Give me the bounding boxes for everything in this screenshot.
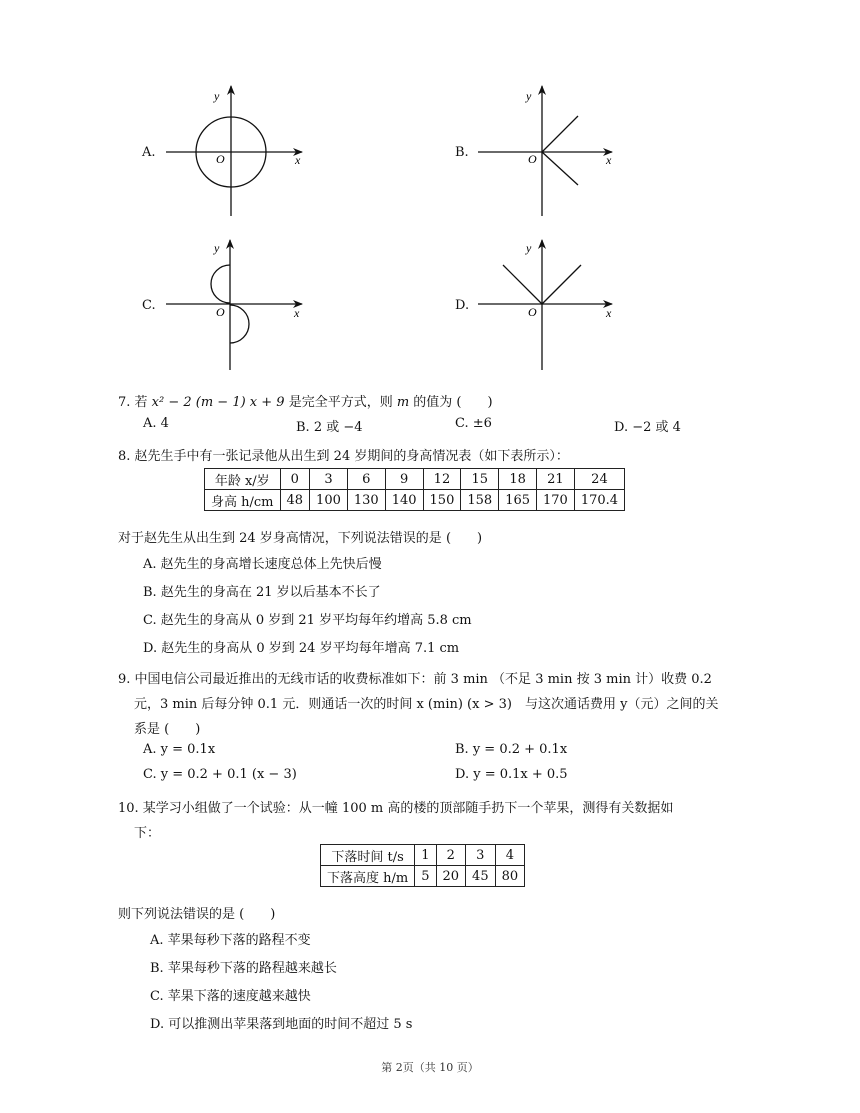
- question-8-stem: 8. 赵先生手中有一张记录他从出生到 24 岁期间的身高情况表（如下表所示）：: [118, 449, 569, 464]
- origin-label: O: [216, 152, 225, 166]
- graph-d-svg: [0, 0, 860, 400]
- table-cell: 3: [310, 469, 348, 490]
- table-row: [205, 490, 625, 511]
- q8-option-b[interactable]: B. 赵先生的身高在 21 岁以后基本不长了: [143, 585, 381, 600]
- y-label: y: [526, 89, 532, 103]
- y-label: y: [214, 89, 220, 103]
- q10-option-b[interactable]: B. 苹果每秒下落的路程越来越长: [150, 961, 337, 976]
- table-header-cell: 下落高度 h/m: [321, 866, 415, 887]
- table-cell: 15: [461, 469, 499, 490]
- table-cell: 2: [436, 845, 466, 866]
- question-8-prompt: 对于赵先生从出生到 24 岁身高情况，下列说法错误的是 ( ): [118, 531, 483, 546]
- table-cell: 48: [280, 490, 310, 511]
- page-footer: 第 2页（共 10 页）: [381, 1061, 479, 1074]
- table-cell: 20: [436, 866, 466, 887]
- option-c-letter: C.: [142, 298, 156, 313]
- table-cell: 4: [495, 845, 525, 866]
- origin-label: O: [528, 305, 537, 319]
- q8-option-c[interactable]: C. 赵先生的身高从 0 岁到 21 岁平均每年约增高 5.8 cm: [143, 613, 472, 628]
- q7-option-d[interactable]: D. −2 或 4: [614, 420, 681, 435]
- option-d-letter: D.: [455, 298, 470, 313]
- question-9-line-1: 9. 中国电信公司最近推出的无线市话的收费标准如下：前 3 min （不足 3 min 按 3 min 计）收费 0.2: [118, 672, 712, 687]
- table-row: [321, 866, 525, 887]
- q7-option-b[interactable]: B. 2 或 −4: [296, 420, 363, 435]
- table-cell: 170: [537, 490, 575, 511]
- question-9-line-3: 系是 ( ): [134, 722, 201, 737]
- table-cell: 12: [423, 469, 461, 490]
- q7-stem-text: 是完全平方式，则: [284, 395, 397, 410]
- origin-label: O: [216, 305, 225, 319]
- table-row: [205, 469, 625, 490]
- ray-right: [542, 265, 581, 304]
- table-header-cell: 下落时间 t/s: [321, 845, 415, 866]
- table-cell: 6: [347, 469, 385, 490]
- height-table: [204, 468, 625, 511]
- table-cell: 0: [280, 469, 310, 490]
- q7-option-c[interactable]: C. ±6: [455, 416, 492, 431]
- option-b-letter: B.: [455, 145, 469, 160]
- table-cell: 165: [499, 490, 537, 511]
- q9-option-a[interactable]: A. y = 0.1x: [143, 742, 216, 757]
- table-cell: 18: [499, 469, 537, 490]
- table-header-cell: 身高 h/cm: [205, 490, 281, 511]
- table-row: [321, 845, 525, 866]
- q10-option-c[interactable]: C. 苹果下落的速度越来越快: [150, 989, 311, 1004]
- table-cell: 140: [385, 490, 423, 511]
- option-a-letter: A.: [142, 145, 156, 160]
- q7-expression: x² − 2 (m − 1) x + 9: [151, 395, 285, 410]
- q7-stem-end: 的值为 ( ): [409, 395, 493, 410]
- q8-option-d[interactable]: D. 赵先生的身高从 0 岁到 24 岁平均每年增高 7.1 cm: [143, 641, 460, 656]
- table-cell: 150: [423, 490, 461, 511]
- table-cell: 170.4: [574, 490, 624, 511]
- table-cell: 130: [347, 490, 385, 511]
- q8-option-a[interactable]: A. 赵先生的身高增长速度总体上先快后慢: [143, 557, 382, 572]
- table-cell: 45: [466, 866, 496, 887]
- q7-variable: m: [396, 395, 410, 410]
- question-9-line-2: 元，3 min 后每分钟 0.1 元．则通话一次的时间 x (min) (x > 3) 与这次通话费用 y（元）之间的关: [134, 697, 719, 712]
- question-10-line-2: 下：: [134, 826, 161, 841]
- q9-option-c[interactable]: C. y = 0.2 + 0.1 (x − 3): [143, 767, 297, 782]
- table-cell: 21: [537, 469, 575, 490]
- table-header-cell: 年龄 x/岁: [205, 469, 281, 490]
- table-cell: 3: [466, 845, 496, 866]
- fall-table: [320, 844, 525, 887]
- table-cell: 24: [574, 469, 624, 490]
- y-label: y: [526, 241, 532, 255]
- table-cell: 5: [415, 866, 436, 887]
- table-cell: 158: [461, 490, 499, 511]
- q7-number: 7. 若: [118, 395, 152, 410]
- table-cell: 80: [495, 866, 525, 887]
- table-cell: 100: [310, 490, 348, 511]
- x-label: x: [606, 306, 612, 320]
- x-label: x: [295, 153, 301, 167]
- origin-label: O: [528, 152, 537, 166]
- q10-option-a[interactable]: A. 苹果每秒下落的路程不变: [150, 933, 311, 948]
- question-7-stem: [118, 391, 493, 410]
- q9-option-b[interactable]: B. y = 0.2 + 0.1x: [455, 742, 568, 757]
- y-label: y: [214, 241, 220, 255]
- q9-option-d[interactable]: D. y = 0.1x + 0.5: [455, 767, 568, 782]
- table-cell: 9: [385, 469, 423, 490]
- q7-option-a[interactable]: A. 4: [143, 416, 169, 431]
- ray-left: [503, 265, 542, 304]
- x-label: x: [606, 153, 612, 167]
- q10-option-d[interactable]: D. 可以推测出苹果落到地面的时间不超过 5 s: [150, 1017, 413, 1032]
- question-10-line-1: 10. 某学习小组做了一个试验：从一幢 100 m 高的楼的顶部随手扔下一个苹果，测得有关数据如: [118, 801, 674, 816]
- x-label: x: [294, 306, 300, 320]
- table-cell: 1: [415, 845, 436, 866]
- question-10-prompt: 则下列说法错误的是 ( ): [118, 907, 276, 922]
